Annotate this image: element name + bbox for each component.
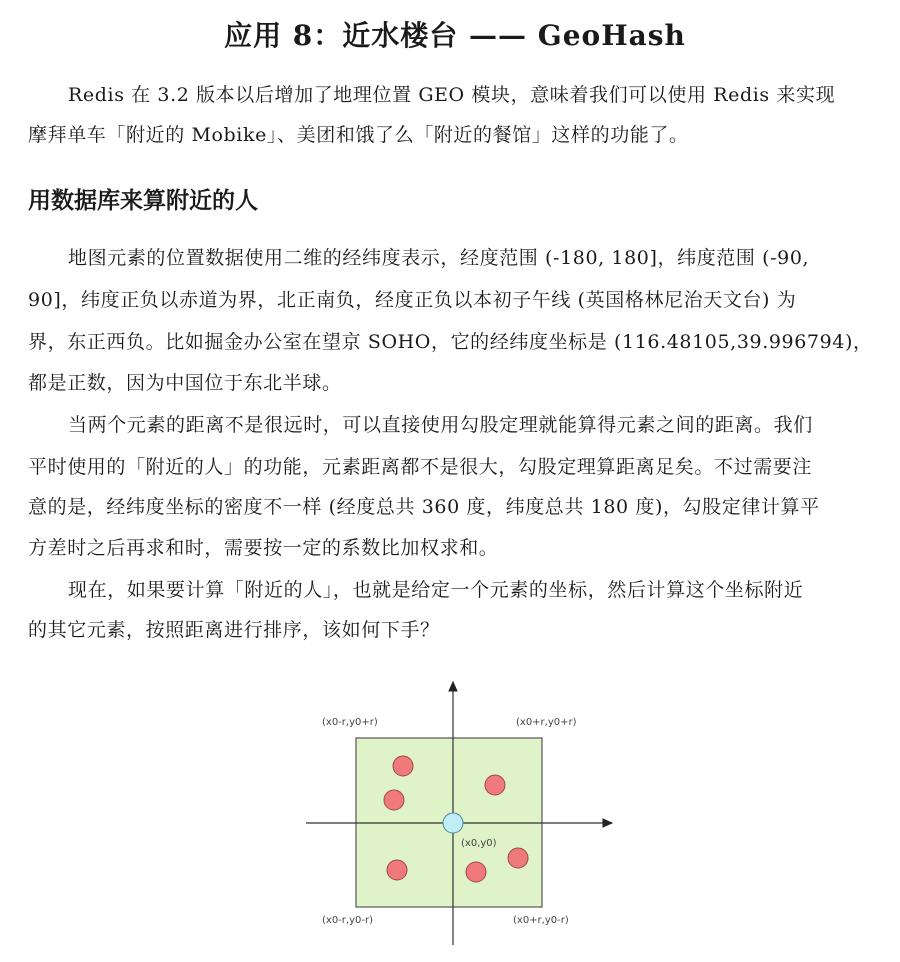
intro-line: Redis 在 3.2 版本以后增加了地理位置 GEO 模块，意味着我们可以使用 Redis 来实现 xyxy=(68,84,836,106)
corner-label-top-right: (x0+r,y0+r) xyxy=(516,717,577,728)
paragraph-line: 地图元素的位置数据使用二维的经纬度表示，经度范围 (-180, 180]，纬度范围 (-90, xyxy=(68,247,810,269)
center-point xyxy=(443,813,463,833)
paragraph-line: 当两个元素的距离不是很远时，可以直接使用勾股定理就能算得元素之间的距离。我们 xyxy=(68,414,813,436)
center-label: (x0,y0) xyxy=(461,838,497,849)
paragraph-line: 方差时之后再求和时，需要按一定的系数比加权求和。 xyxy=(28,537,499,559)
paragraph-line: 界，东正西负。比如掘金办公室在望京 SOHO，它的经纬度坐标是 (116.48105,39.996794)， xyxy=(28,331,873,353)
corner-label-bottom-right: (x0+r,y0-r) xyxy=(513,915,569,926)
intro-line: 摩拜单车「附近的 Mobike」、美团和饿了么「附近的餐馆」这样的功能了。 xyxy=(28,124,689,146)
corner-label-top-left: (x0-r,y0+r) xyxy=(322,717,378,728)
nearby-point xyxy=(387,860,407,880)
paragraph-line: 平时使用的「附近的人」的功能，元素距离都不是很大，勾股定理算距离足矣。不过需要注 xyxy=(28,456,813,478)
corner-label-bottom-left: (x0-r,y0-r) xyxy=(322,915,373,926)
nearby-point xyxy=(508,848,528,868)
nearby-point xyxy=(485,775,505,795)
nearby-point xyxy=(393,756,413,776)
paragraph-line: 的其它元素，按照距离进行排序，该如何下手？ xyxy=(28,619,440,641)
page-title: 应用 8：近水楼台 —— GeoHash xyxy=(224,19,686,52)
paragraph-line: 现在，如果要计算「附近的人」，也就是给定一个元素的坐标，然后计算这个坐标附近 xyxy=(68,579,804,601)
paragraph-line: 都是正数，因为中国位于东北半球。 xyxy=(28,372,342,394)
paragraph-line: 90]，纬度正负以赤道为界，北正南负，经度正负以本初子午线 (英国格林尼治天文台) 为 xyxy=(28,289,797,311)
nearby-point xyxy=(384,790,404,810)
section-heading: 用数据库来算附近的人 xyxy=(28,188,258,214)
nearby-point xyxy=(466,862,486,882)
paragraph-line: 意的是，经纬度坐标的密度不一样 (经度总共 360 度，纬度总共 180 度)，勾股定律计算平 xyxy=(28,496,820,518)
